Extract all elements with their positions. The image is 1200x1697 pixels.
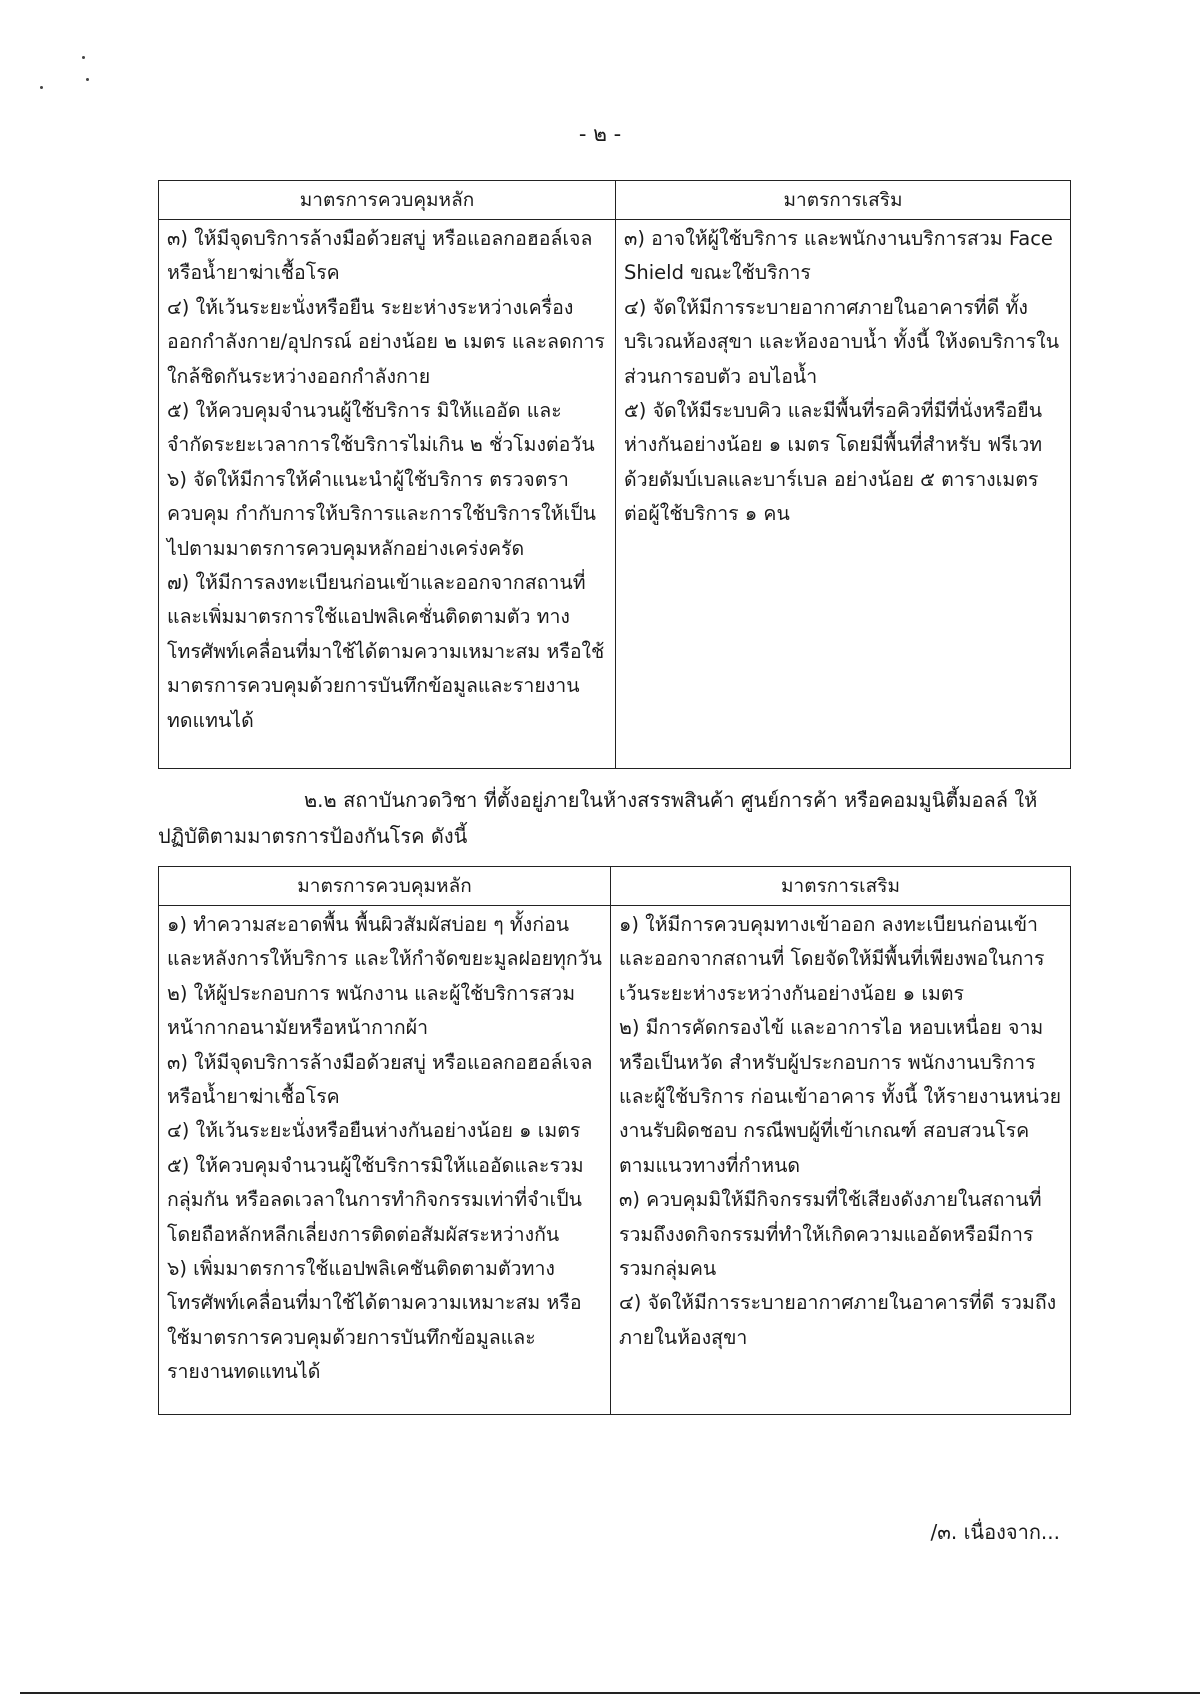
table-header-row bbox=[159, 867, 1071, 906]
list-item: ๓) ให้มีจุดบริการล้างมือด้วยสบู่ หรือแอลกอฮอล์เจล หรือน้ำยาฆ่าเชื้อโรค bbox=[167, 227, 593, 285]
extra-measures-cell bbox=[616, 220, 1071, 769]
list-item: ๔) ให้เว้นระยะนั่งหรือยืนห่างกันอย่างน้อย ๑ เมตร bbox=[167, 1119, 581, 1143]
list-item: ๑) ทำความสะอาดพื้น พื้นผิวสัมผัสบ่อย ๆ ทั้งก่อนและหลังการให้บริการ และให้กำจัดขยะมูลฝอยทุกวัน bbox=[167, 913, 602, 971]
list-item: ๔) ให้เว้นระยะนั่งหรือยืน ระยะห่างระหว่างเครื่องออกกำลังกาย/อุปกรณ์ อย่างน้อย ๒ เมตร และลดการใกล้ชิดกันระหว่างออกกำลังกาย bbox=[167, 295, 605, 388]
scan-speck bbox=[86, 78, 89, 81]
bottom-divider bbox=[20, 1692, 1200, 1694]
continuation-note: /๓. เนื่องจาก... bbox=[930, 1520, 1060, 1544]
header-main-measures: มาตรการควบคุมหลัก bbox=[159, 181, 616, 220]
list-item: ๓) ควบคุมมิให้มีกิจกรรมที่ใช้เสียงดังภายในสถานที่ รวมถึงงดกิจกรรมที่ทำให้เกิดความแออัดหรือมีการรวมกลุ่มคน bbox=[619, 1188, 1042, 1281]
main-measures-cell bbox=[159, 906, 611, 1415]
list-item: ๓) ให้มีจุดบริการล้างมือด้วยสบู่ หรือแอลกอฮอล์เจล หรือน้ำยาฆ่าเชื้อโรค bbox=[167, 1050, 593, 1109]
list-item: ๒) มีการคัดกรองไข้ และอาการไอ หอบเหนื่อย จามหรือเป็นหวัด สำหรับผู้ประกอบการ พนักงานบริการ และผู้ใช้บริการ ก่อนเข้าอาคาร ทั้งนี้ ให้รายงานหน่วยงานรับผิดชอบ กรณีพบผู้ที่เข้าเกณฑ์ สอบสวนโรคตามแนวทางที่กำหนด bbox=[619, 1016, 1062, 1177]
list-item: ๒) ให้ผู้ประกอบการ พนักงาน และผู้ใช้บริการสวมหน้ากากอนามัยหรือหน้ากากผ้า bbox=[167, 981, 576, 1040]
list-item: ๗) ให้มีการลงทะเบียนก่อนเข้าและออกจากสถานที่ และเพิ่มมาตรการใช้แอปพลิเคชั่นติดตามตัว ทางโทรศัพท์เคลื่อนที่มาใช้ได้ตามความเหมาะสม หรือใช้มาตรการควบคุมด้วยการบันทึกข้อมูลและรายงานทดแทนได้ bbox=[167, 571, 605, 732]
table-row bbox=[159, 906, 1071, 1415]
list-item: ๕) ให้ควบคุมจำนวนผู้ใช้บริการมิให้แออัดและรวมกลุ่มกัน หรือลดเวลาในการทำกิจกรรมเท่าที่จำเป็น โดยถือหลักหลีกเลี่ยงการติดต่อสัมผัสระหว่างกัน bbox=[167, 1153, 584, 1246]
table-row bbox=[159, 220, 1071, 769]
list-item: ๖) จัดให้มีการให้คำแนะนำผู้ใช้บริการ ตรวจตรา ควบคุม กำกับการให้บริการและการใช้บริการให้เป็นไปตามมาตรการควบคุมหลักอย่างเคร่งครัด bbox=[167, 467, 596, 560]
table-header-row bbox=[159, 181, 1071, 220]
list-item: ๔) จัดให้มีการระบายอากาศภายในอาคารที่ดี รวมถึงภายในห้องสุขา bbox=[619, 1291, 1057, 1349]
list-item: ๑) ให้มีการควบคุมทางเข้าออก ลงทะเบียนก่อนเข้าและออกจากสถานที่ โดยจัดให้มีพื้นที่เพียงพอในการเว้นระยะห่างระหว่างกันอย่างน้อย ๑ เมตร bbox=[619, 913, 1045, 1005]
measures-table-2 bbox=[158, 866, 1071, 1415]
scan-speck bbox=[82, 56, 85, 59]
list-item: ๔) จัดให้มีการระบายอากาศภายในอาคารที่ดี ทั้งบริเวณห้องสุขา และห้องอาบน้ำ ทั้งนี้ ให้งดบริการในส่วนการอบตัว อบไอน้ำ bbox=[624, 295, 1060, 388]
header-main-measures: มาตรการควบคุมหลัก bbox=[159, 867, 611, 906]
main-measures-cell bbox=[159, 220, 616, 769]
list-item: ๕) ให้ควบคุมจำนวนผู้ใช้บริการ มิให้แออัด และจำกัดระยะเวลาการใช้บริการไม่เกิน ๒ ชั่วโมงต่อวัน bbox=[167, 399, 595, 457]
measures-table-1 bbox=[158, 180, 1071, 769]
header-extra-measures: มาตรการเสริม bbox=[611, 867, 1071, 906]
list-item: ๓) อาจให้ผู้ใช้บริการ และพนักงานบริการสวม Face Shield ขณะใช้บริการ bbox=[624, 227, 1053, 285]
extra-measures-cell bbox=[611, 906, 1071, 1415]
header-extra-measures: มาตรการเสริม bbox=[616, 181, 1071, 220]
scan-speck bbox=[40, 86, 43, 89]
list-item: ๕) จัดให้มีระบบคิว และมีพื้นที่รอคิวที่มีที่นั่งหรือยืนห่างกันอย่างน้อย ๑ เมตร โดยมีพื้นที่สำหรับ ฟรีเวทด้วยดัมบ์เบลและบาร์เบล อย่างน้อย ๕ ตารางเมตรต่อผู้ใช้บริการ ๑ คน bbox=[624, 399, 1043, 526]
page-number: - ๒ - bbox=[578, 122, 622, 146]
section-paragraph: ๒.๒ สถาบันกวดวิชา ที่ตั้งอยู่ภายในห้างสรรพสินค้า ศูนย์การค้า หรือคอมมูนิตี้มอลล์ ให้ปฏิบัติตามมาตรการป้องกันโรค ดังนี้ bbox=[158, 788, 1038, 848]
list-item: ๖) เพิ่มมาตรการใช้แอปพลิเคชันติดตามตัวทางโทรศัพท์เคลื่อนที่มาใช้ได้ตามความเหมาะสม หรือใช้มาตรการควบคุมด้วยการบันทึกข้อมูลและรายงานทดแทนได้ bbox=[167, 1257, 582, 1384]
